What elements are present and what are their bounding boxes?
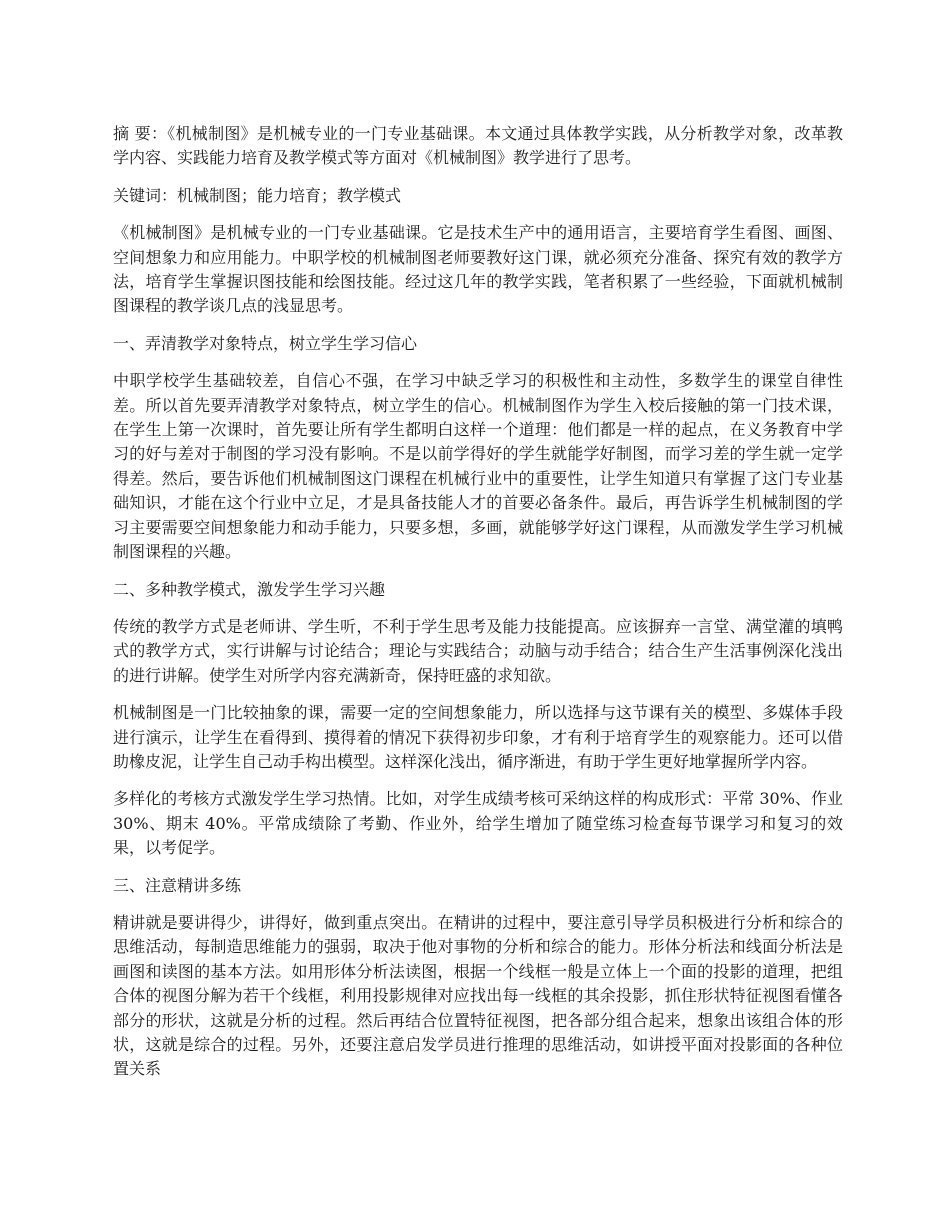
section-2-paragraph-1: 传统的教学方式是老师讲、学生听，不利于学生思考及能力技能提高。应该摒弃一言堂、满堂灌的填鸭式的教学方式，实行讲解与讨论结合；理论与实践结合；动脑与动手结合；结合生产生活事例深化浅出的进行讲解。使学生对所学内容充满新奇，保持旺盛的求知欲。 — [113, 616, 843, 685]
intro-paragraph: 《机械制图》是机械专业的一门专业基础课。它是技术生产中的通用语言，主要培育学生看图、画图、空间想象力和应用能力。中职学校的机械制图老师要教好这门课，就必须充分准备、探究有效的教学方法，培育学生掌握识图技能和绘图技能。经过这几年的教学实践，笔者积累了一些经验，下面就机械制图课程的教学谈几点的浅显思考。 — [113, 223, 843, 316]
keywords-line: 关键词：机械制图；能力培育；教学模式 — [113, 185, 402, 205]
section-3-paragraph-1: 精讲就是要讲得少，讲得好，做到重点突出。在精讲的过程中，要注意引导学员积极进行分析和综合的思维活动，每制造思维能力的强弱，取决于他对事物的分析和综合的能力。形体分析法和线面分析法是画图和读图的基本方法。如用形体分析法读图，根据一个线框一般是立体上一个面的投影的道理，把组合体的视图分解为若干个线框，利用投影规律对应找出每一线框的其余投影，抓住形状特征视图看懂各部分的形状，这就是分析的过程。然后再结合位置特征视图，把各部分组合起来，想象出该组合体的形状，这就是综合的过程。另外，还要注意启发学员进行推理的思维活动，如讲授平面对投影面的各种位置关系 — [113, 912, 843, 1079]
section-heading-2: 二、多种教学模式，激发学生学习兴趣 — [113, 579, 386, 599]
section-2-paragraph-2: 机械制图是一门比较抽象的课，需要一定的空间想象能力，所以选择与这节课有关的模型、多媒体手段进行演示，让学生在看得到、摸得着的情况下获得初步印象，才有利于培育学生的观察能力。还可以借助橡皮泥，让学生自己动手构出模型。这样深化浅出，循序渐进，有助于学生更好地掌握所学内容。 — [113, 703, 843, 771]
document-body — [113, 122, 843, 1095]
section-2-paragraph-3: 多样化的考核方式激发学生学习热情。比如，对学生成绩考核可采纳这样的构成形式：平常 30%、作业 30%、期末 40%。平常成绩除了考勤、作业外，给学生增加了随堂练习检查每节课学习和复习的效果，以考促学。 — [113, 789, 843, 858]
section-1-paragraph-1: 中职学校学生基础较差，自信心不强，在学习中缺乏学习的积极性和主动性，多数学生的课堂自律性差。所以首先要弄清教学对象特点，树立学生的信心。机械制图作为学生入校后接触的第一门技术课，在学生上第一次课时，首先要让所有学生都明白这样一个道理：他们都是一样的起点，在义务教育中学习的好与差对于制图的学习没有影响。不是以前学得好的学生就能学好制图，而学习差的学生就一定学得差。然后，要告诉他们机械制图这门课程在机械行业中的重要性，让学生知道只有掌握了这门专业基础知识，才能在这个行业中立足，才是具备技能人才的首要必备条件。最后，再告诉学生机械制图的学习主要需要空间想象能力和动手能力，只要多想，多画，就能够学好这门课程，从而激发学生学习机械制图课程的兴趣。 — [113, 371, 843, 562]
section-heading-1: 一、弄清教学对象特点，树立学生学习信心 — [113, 333, 418, 353]
section-heading-3: 三、注意精讲多练 — [113, 875, 242, 895]
abstract-paragraph: 摘 要：《机械制图》是机械专业的一门专业基础课。本文通过具体教学实践，从分析教学对象，改革教学内容、实践能力培育及教学模式等方面对《机械制图》教学进行了思考。 — [113, 124, 843, 168]
